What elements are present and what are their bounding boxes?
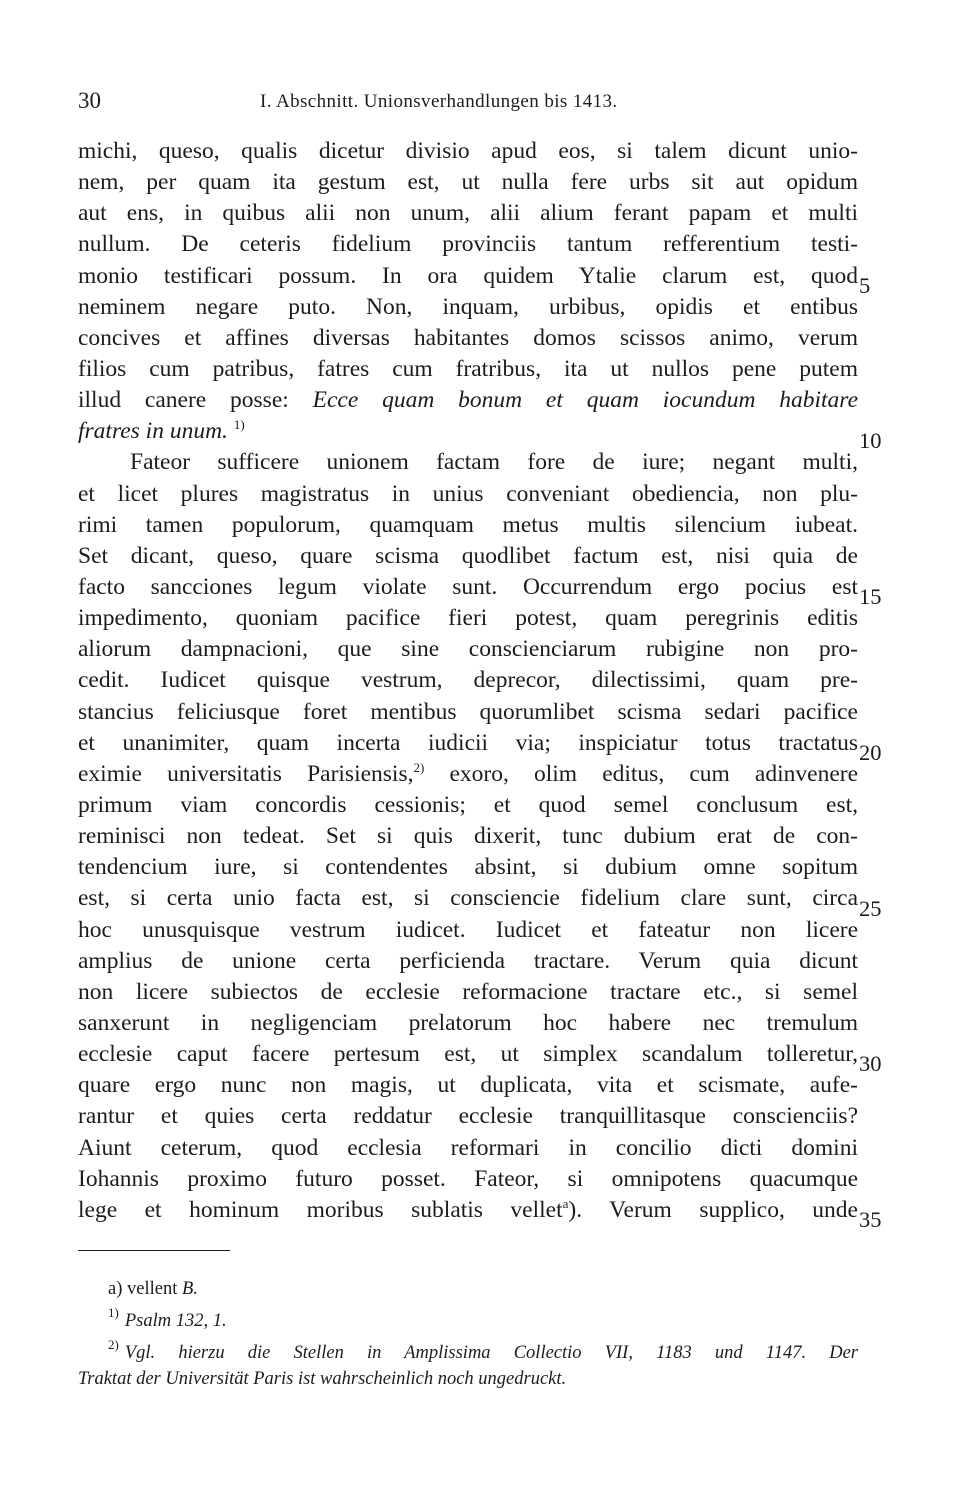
text-line (78, 385, 858, 416)
text-line (78, 759, 858, 790)
line-number-15: 15 (859, 584, 882, 609)
line-number-20: 20 (859, 740, 882, 765)
text-line: ecclesie caput facere pertesum est, ut simplex scandalum tolleretur, (78, 1041, 858, 1068)
text-line: aliorum dampnacioni, que sine conscienciarum rubigine non pro- (78, 636, 858, 663)
variant-note-a (78, 1276, 858, 1302)
footnote-text: Vgl. hierzu die Stellen in Amplissima Collectio VII, 1183 und 1147. Der (124, 1343, 858, 1363)
footnote-siglum: B. (181, 1279, 198, 1299)
psalm-quotation-end: fratres in unum. (78, 418, 228, 445)
text-line: monio testificari possum. In ora quidem Ytalie clarum est, quod (78, 262, 858, 289)
line-number-10: 10 (859, 428, 882, 453)
body-text (78, 136, 858, 1226)
footnote-rule (78, 1250, 230, 1251)
text-line: nem, per quam ita gestum est, ut nulla fere urbs sit aut opidum (78, 169, 858, 196)
footnote-ref-1: 1) (233, 417, 245, 433)
text-line: tendencium iure, si contendentes absint, si dubium omne sopitum (78, 854, 858, 881)
text-line: impedimento, quoniam pacifice fieri potest, quam peregrinis editis (78, 605, 858, 632)
page-number: 30 (78, 88, 101, 113)
footnote-text: Traktat der Universität Paris ist wahrscheinlich noch ungedruckt. (78, 1369, 567, 1389)
footnote-ref-2: 2) (413, 759, 425, 775)
text-line: non licere subiectos de ecclesie reformacione tractare etc., si semel (78, 978, 858, 1005)
text-line: et licet plures magistratus in unius conveniant obediencia, non plu- (78, 480, 858, 507)
text-line: concives et affines diversas habitantes domos scissos animo, verum (78, 324, 858, 351)
text-line (78, 416, 858, 447)
footnote-text: a) vellent (108, 1279, 178, 1299)
text-segment: eximie universitatis Parisiensis, (78, 760, 414, 787)
text-line: est, si certa unio facta est, si consciencie fidelium clare sunt, circa (78, 885, 858, 912)
psalm-quotation: Ecce quam bonum et quam iocundum habitare (312, 387, 858, 414)
text-line: rimi tamen populorum, quamquam metus multis silencium iubeat. (78, 511, 858, 538)
text-line (78, 1195, 858, 1226)
text-line: Fateor sufficere unionem factam fore de iure; negant multi, (130, 449, 858, 476)
text-line: reminisci non tedeat. Set si quis dixerit, tunc dubium erat de con- (78, 823, 858, 850)
text-line: quare ergo nunc non magis, ut duplicata, vita et scismate, aufe- (78, 1072, 858, 1099)
footnotes (78, 1276, 858, 1392)
text-line: sanxerunt in negligenciam prelatorum hoc habere nec tremulum (78, 1009, 858, 1036)
text-line: amplius de unione certa perficienda tractare. Verum quia dicunt (78, 947, 858, 974)
text-line: Aiunt ceterum, quod ecclesia reformari in concilio dicti domini (78, 1134, 858, 1161)
text-line: hoc unusquisque vestrum iudicet. Iudicet et fateatur non licere (78, 916, 858, 943)
text-line: cedit. Iudicet quisque vestrum, deprecor, dilectissimi, quam pre- (78, 667, 858, 694)
text-line: Iohannis proximo futuro posset. Fateor, si omnipotens quacumque (78, 1165, 858, 1192)
running-title: I. Abschnitt. Unionsverhandlungen bis 1413. (260, 91, 618, 112)
text-line: et unanimiter, quam incerta iudicii via; inspiciatur totus tractatus (78, 729, 858, 756)
line-number-25: 25 (859, 896, 882, 921)
text-line: nullum. De ceteris fidelium provinciis tantum refferentium testi- (78, 231, 858, 258)
text-line: primum viam concordis cessionis; et quod semel conclusum est, (78, 791, 858, 818)
line-number-35: 35 (859, 1207, 882, 1232)
text-line: filios cum patribus, fatres cum fratribus, ita ut nullos pene putem (78, 355, 858, 382)
text-line: Set dicant, queso, quare scisma quodlibet factum est, nisi quia de (78, 542, 858, 569)
line-number-5: 5 (859, 273, 871, 298)
line-number-30: 30 (859, 1051, 882, 1076)
footnote-1: $^{1)}$ Psalm 132, 1. (108, 1305, 227, 1331)
text-segment: ). Verum supplico, unde (568, 1196, 858, 1223)
text-line: rantur et quies certa reddatur ecclesie tranquillitasque conscienciis? (78, 1103, 858, 1130)
text-line: aut ens, in quibus alii non unum, alii alium ferant papam et multi (78, 200, 858, 227)
text-line: neminem negare puto. Non, inquam, urbibus, opidis et entibus (78, 293, 858, 320)
variant-ref-a: a (562, 1195, 569, 1211)
footnote-text: Psalm 132, 1. (124, 1311, 227, 1331)
text-segment: illud canere posse: (78, 387, 289, 414)
text-segment: lege et hominum moribus sublatis vellet (78, 1196, 563, 1223)
text-line: stancius feliciusque foret mentibus quorumlibet scisma sedari pacifice (78, 698, 858, 725)
footnote-2: $^{2)}$ Vgl. hierzu die Stellen in Amplissima Collectio VII, 1183 und 1147. Der (108, 1337, 858, 1363)
footnote-2-continuation (78, 1366, 858, 1392)
text-segment: exoro, olim editus, cum adinvenere (449, 760, 858, 787)
text-line: facto sancciones legum violate sunt. Occurrendum ergo pocius est (78, 573, 858, 600)
text-line: michi, queso, qualis dicetur divisio apud eos, si talem dicunt unio- (78, 138, 858, 164)
running-head (78, 88, 878, 124)
